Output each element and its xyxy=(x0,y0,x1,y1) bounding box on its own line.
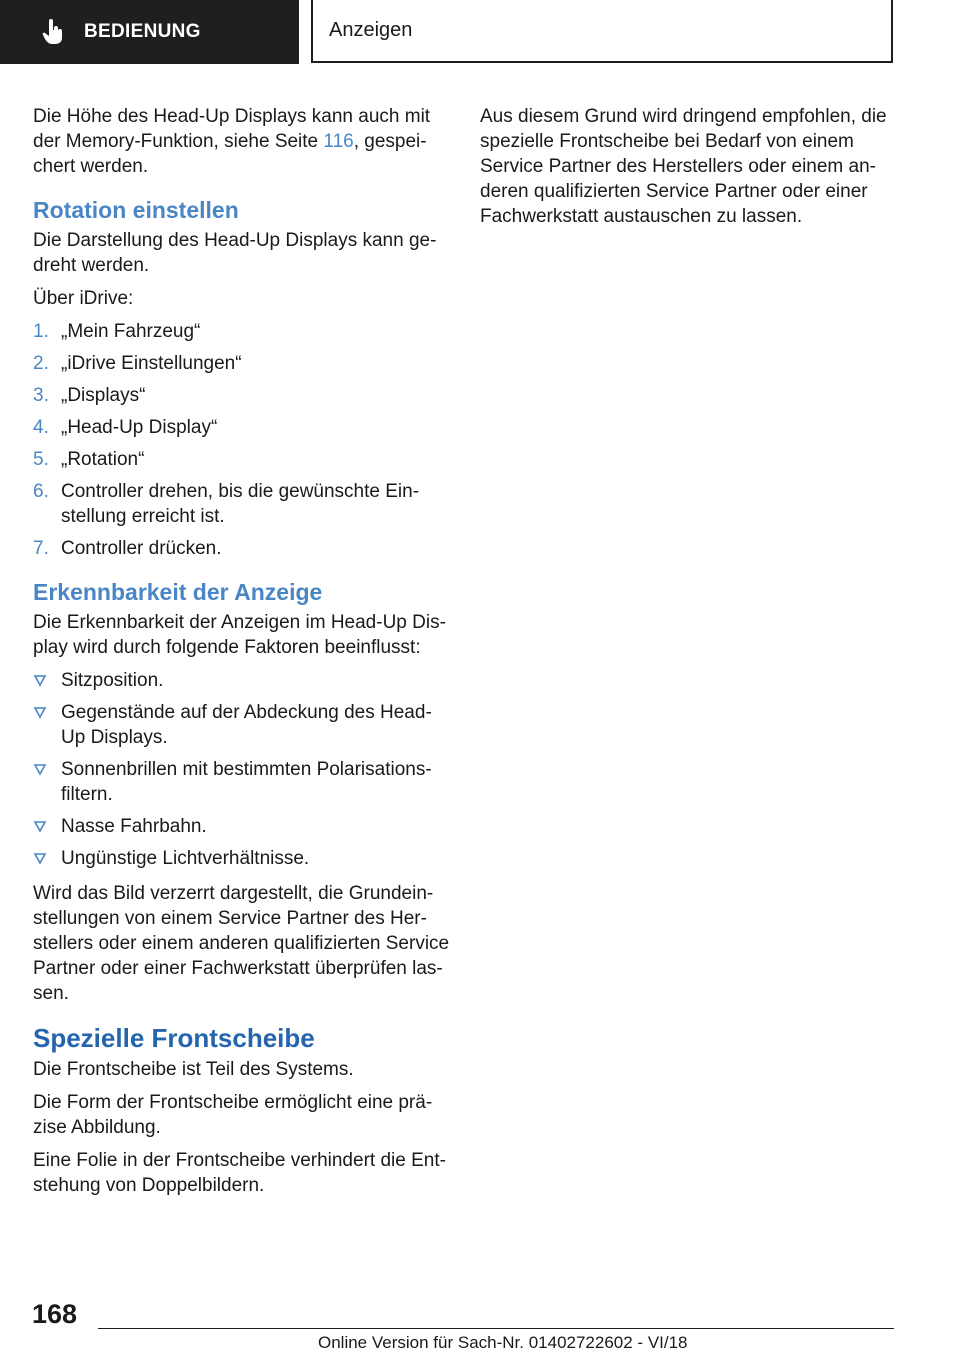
rotation-text: Die Darstellung des Head-Up Displays kann ge-dreht werden. xyxy=(33,230,437,276)
page-number: 168 xyxy=(32,1299,78,1329)
windshield-p2: Die Form der Frontscheibe ermöglicht eine prä-zise Abbildung. xyxy=(33,1092,433,1138)
chapter-header xyxy=(311,0,893,63)
visibility-factors xyxy=(33,668,451,871)
triangle-bullet-icon xyxy=(33,674,47,688)
distortion-paragraph: Wird das Bild verzerrt dargestellt, die Grundein-stellungen von einem Service Partner des Her-stellers oder einem anderen qualifizierten Service Partner oder einer Fachwerkstatt überprüfen las-sen. xyxy=(33,883,450,1004)
list-item: Sitzposition. xyxy=(33,668,451,693)
list-item: Gegenstände auf der Abdeckung des Head-Up Displays. xyxy=(33,700,451,750)
list-item: Sonnenbrillen mit bestimmten Polarisations-filtern. xyxy=(33,757,451,807)
step-number: 1. xyxy=(33,321,49,342)
windshield-p1: Die Frontscheibe ist Teil des Systems. xyxy=(33,1059,354,1080)
windshield-p3: Eine Folie in der Frontscheibe verhindert die Ent-stehung von Doppelbildern. xyxy=(33,1150,446,1196)
section-tab xyxy=(0,0,299,64)
rotation-steps xyxy=(33,319,451,561)
list-item: 4. „Head-Up Display“ xyxy=(33,417,218,438)
triangle-bullet-icon xyxy=(33,706,47,720)
list-item: 2. „iDrive Einstellungen“ xyxy=(33,353,242,374)
step-number: 2. xyxy=(33,353,49,374)
step-number: 4. xyxy=(33,417,49,438)
list-item: 1. „Mein Fahrzeug“ xyxy=(33,321,201,342)
step-number: 7. xyxy=(33,538,49,559)
right-paragraph: Aus diesem Grund wird dringend empfohlen, die spezielle Frontscheibe bei Bedarf von einem Service Partner des Herstellers oder einem an-deren qualifizierten Service Partner oder einer Fachwerkstatt austauschen zu lassen. xyxy=(480,106,887,227)
step-number: 5. xyxy=(33,449,49,470)
step-number: 3. xyxy=(33,385,49,406)
visibility-text: Die Erkennbarkeit der Anzeigen im Head-Up Dis-play wird durch folgende Faktoren beeinflusst: xyxy=(33,612,446,658)
intro-paragraph: Die Höhe des Head-Up Displays kann auch mit der Memory-Funktion, siehe Seite 116, gespei-chert werden. xyxy=(33,106,431,177)
right-column xyxy=(480,104,900,237)
footer-version: Online Version für Sach-Nr. 01402722602 - VI/18 xyxy=(318,1333,688,1352)
left-column xyxy=(33,104,451,1206)
heading-rotation: Rotation einstellen xyxy=(33,197,239,223)
list-item: Nasse Fahrbahn. xyxy=(33,814,451,839)
hand-pointer-icon xyxy=(40,19,66,45)
chapter-title: Anzeigen xyxy=(329,19,413,41)
heading-windshield: Spezielle Frontscheibe xyxy=(33,1023,315,1053)
page-link-116[interactable]: 116 xyxy=(323,131,354,152)
list-item: 7. Controller drücken. xyxy=(33,538,222,559)
list-item: 3. „Displays“ xyxy=(33,385,146,406)
list-item: 6. Controller drehen, bis die gewünschte Ein-stellung erreicht ist. xyxy=(33,481,420,527)
triangle-bullet-icon xyxy=(33,852,47,866)
triangle-bullet-icon xyxy=(33,820,47,834)
step-number: 6. xyxy=(33,481,49,502)
footer-divider xyxy=(98,1328,894,1329)
rotation-via: Über iDrive: xyxy=(33,288,134,309)
list-item: 5. „Rotation“ xyxy=(33,449,145,470)
heading-visibility: Erkennbarkeit der Anzeige xyxy=(33,579,323,605)
list-item: Ungünstige Lichtverhältnisse. xyxy=(33,846,451,871)
section-label: BEDIENUNG xyxy=(84,21,201,42)
triangle-bullet-icon xyxy=(33,763,47,777)
